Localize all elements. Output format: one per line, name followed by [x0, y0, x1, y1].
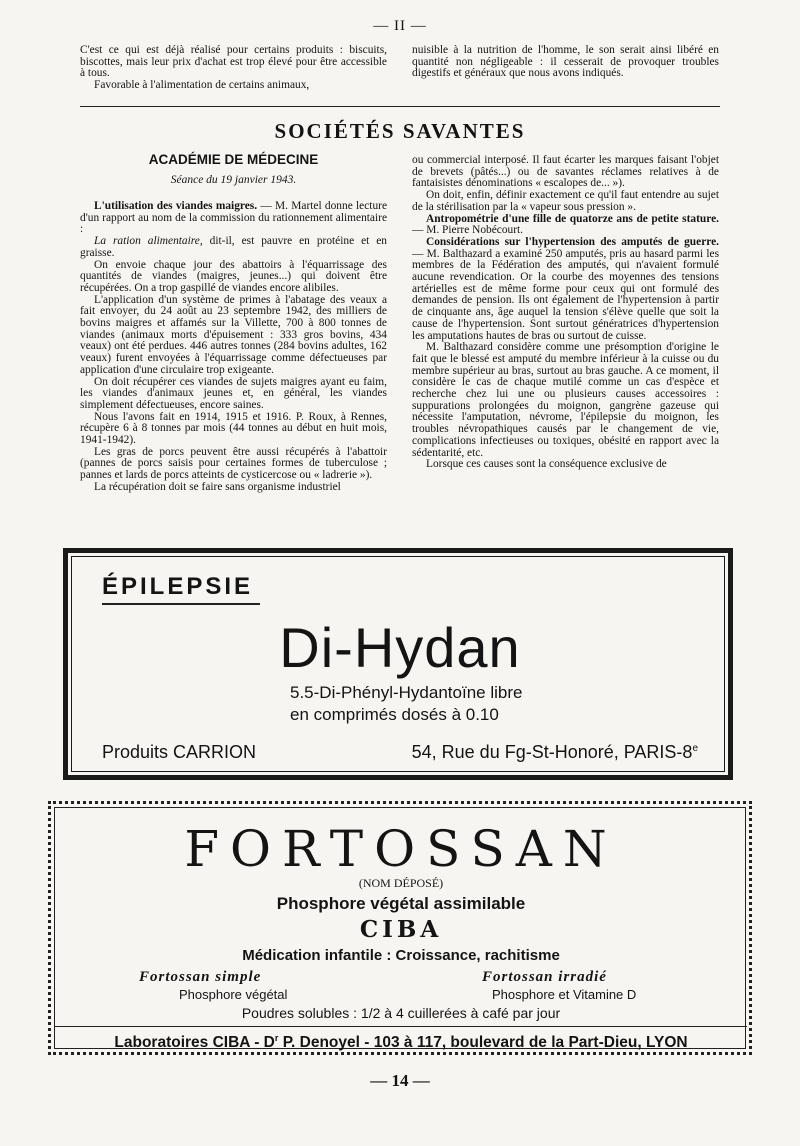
paragraph: Favorable à l'alimentation de certains animaux, [94, 79, 310, 92]
paragraph-text: L'application d'un système de primes à l'abatage des veaux a fait envoyer, du 24 août au 23 septembre 1942, des milliers de bovins maigres et affamés sur la Villette, 700 à 800 tonnes de viandes (animaux morts d'épuisement : 333 gros bovins, 434 veaux) ont été perdues. 446 autres tonnes (284 bovins adultes, 162 veaux) furent envoyées à l'équarrissage comme défectueuses par application d'une circulaire trop exigeante. [80, 293, 387, 376]
ad-product-simple-desc: Phosphore végétal [179, 987, 288, 1002]
paragraph [412, 155, 719, 190]
paragraph-text: M. Balthazard considère comme une présomption d'origine le fait que le blessé est amputé du membre inférieur à la cuisse ou du membre supérieur au bras, surtout au bras gauche. A ce moment, il considère le cas de chaque mutilé comme un cas d'espèce et recherche chez lui une ou plusieurs causes accessoires : suppurations prolongées du moignon, gangrène gazeuse qui nécessite l'amputation, névrome, l'épilepsie du moignon, les troubles névropathiques causés par le changement de vie, complications infectieuses ou toxiques, obésité en rapport avec la sédentarité, etc. [412, 341, 719, 459]
paragraph [80, 236, 387, 259]
paragraph [80, 295, 387, 377]
paragraph [412, 342, 719, 459]
paragraph-text: Lorsque ces causes sont la conséquence exclusive de [426, 458, 667, 471]
ad-maker: Produits CARRION [102, 742, 257, 762]
ad-tagline: Phosphore végétal assimilable [276, 894, 526, 913]
ad-brand: FORTOSSAN [184, 820, 618, 878]
paragraph [80, 260, 387, 295]
paragraph-text: Nous l'avons fait en 1914, 1915 et 1916. P. Roux, à Rennes, récupère 6 à 8 tonnes par mois (44 tonnes au début en huit mois, 1941-1942). [80, 410, 387, 447]
paragraph-text: — M. Pierre Nobécourt. [412, 224, 524, 237]
paragraph: nuisible à la nutrition de l'homme, le son serait ainsi libéré en quantité non négligeable : il cesserait de provoquer troubles digestifs et généraux que nous avons indiqués. [412, 44, 719, 80]
paragraph-heading: L'utilisation des viandes maigres. [94, 200, 258, 212]
ad-product-irradie-desc: Phosphore et Vitamine D [492, 987, 637, 1002]
ad-maker: CIBA [359, 916, 443, 943]
article-right-column [412, 155, 719, 471]
paragraph-text: La récupération doit se faire sans organisme industriel [94, 480, 341, 493]
paragraph-text: Les gras de porcs peuvent être aussi récupérés à l'abattoir (pannes de porcs saisis pour certaines formes de tuberculose ; pannes et lards de porcs atteints de cysticercose ou « ladrerie »). [80, 445, 387, 482]
ad-laboratory: Laboratoires CIBA - $D^r$ P. Denoyel - 103 à 117, boulevard de la Part-Dieu, LYON [114, 1033, 688, 1052]
ad-formula: 5.5-Di-Phényl-Hydantoïne libre [290, 683, 523, 702]
paragraph [80, 447, 387, 482]
italic-run: La ration alimentaire, [94, 235, 203, 248]
ad-frame [71, 556, 725, 772]
section-title: SOCIÉTÉS SAVANTES [274, 119, 526, 143]
dihydan-advertisement [63, 548, 733, 780]
paragraph [80, 482, 387, 494]
fortossan-advertisement [48, 801, 752, 1055]
top-right-column [412, 45, 719, 80]
paragraph [80, 412, 387, 447]
ad-frame [54, 807, 746, 1052]
paragraph-text: On doit récupérer ces viandes de sujets maigres ayant eu faim, les viandes d'animaux jeunes et, en général, les viandes simplement défectueuses, encore saines. [80, 375, 387, 411]
paragraph-heading: Considérations sur l'hypertension des amputés de guerre. [426, 235, 719, 248]
ad-indication: Médication infantile : Croissance, rachitisme [242, 947, 560, 964]
session-date: Séance du 19 janvier 1943. [170, 174, 297, 186]
ad-product-simple: Fortossan simple [139, 969, 262, 985]
page-number: — 14 — [370, 1071, 430, 1090]
paragraph: C'est ce qui est déjà réalisé pour certains produits : biscuits, biscottes, mais leur prix d'achat est trop élevé pour être accessible à tous. [80, 44, 387, 80]
paragraph-heading: Antropométrie d'une fille de quatorze ans de petite stature. [426, 212, 719, 225]
paragraph [412, 214, 719, 237]
ad-registered: (NOM DÉPOSÉ) [358, 876, 444, 890]
paragraph [412, 190, 719, 213]
paragraph [412, 459, 719, 471]
paragraph-text: — M. Balthazard a examiné 250 amputés, pris au hasard parmi les membres de la Fédération des amputés, qui n'avaient formulé aucune revendication. Or la courbe des moyennes des tensions artérielles est de même forme pour ceux qui ont formulé des demandes de pension. Ils ont également de l'hypertension à partir de cinquante ans, âge auquel la tension s'élève quelle que soit la cause de l'hypertension. Sont surtout génératrices d'hypertension les amputations hautes de bras ou surtout de cuisse. [412, 247, 719, 342]
ad-brand: Di-Hydan [279, 616, 521, 679]
paragraph-text: On doit, enfin, définir exactement ce qu'il faut entendre au sujet de la stérilisation par la « vapeur sous pression ». [412, 189, 719, 213]
ad-address: 54, Rue du Fg-St-Honoré, PARIS-8e [411, 742, 698, 762]
page-folio: — II — [373, 18, 427, 34]
paragraph-text: ou commercial interposé. Il faut écarter les marques faisant l'objet de brevets (pâtés...) ou de savantes réclames relatives à de fantaisistes dénominations « escalopes de... »). [412, 154, 719, 190]
paragraph-text: — M. Martel donne lecture d'un rapport au nom de la commission du rationnement alimentaire : [80, 200, 388, 236]
top-left-column [80, 45, 387, 92]
paragraph-text: dit-il, est pauvre en protéine et en graisse. [80, 235, 388, 259]
paragraph [412, 237, 719, 342]
article-left-column [80, 201, 387, 494]
paragraph [80, 377, 387, 412]
ad-dosage: en comprimés dosés à 0.10 [290, 705, 499, 724]
ad-product-irradie: Fortossan irradié [482, 969, 607, 985]
ad-heading: ÉPILEPSIE [102, 573, 254, 600]
paragraph [80, 201, 387, 236]
academy-title: ACADÉMIE DE MÉDECINE [148, 152, 319, 167]
ad-separator [55, 1026, 747, 1027]
ad-dosage: Poudres solubles : 1/2 à 4 cuillerées à café par jour [241, 1005, 561, 1021]
paragraph-text: On envoie chaque jour des abattoirs à l'équarrissage des quantités de viandes (maigres, jeunes...) qui doivent être récupérées. On a trop gaspillé de viandes encore alibiles. [80, 258, 387, 294]
heading-underline [102, 603, 260, 605]
section-divider [80, 106, 720, 107]
